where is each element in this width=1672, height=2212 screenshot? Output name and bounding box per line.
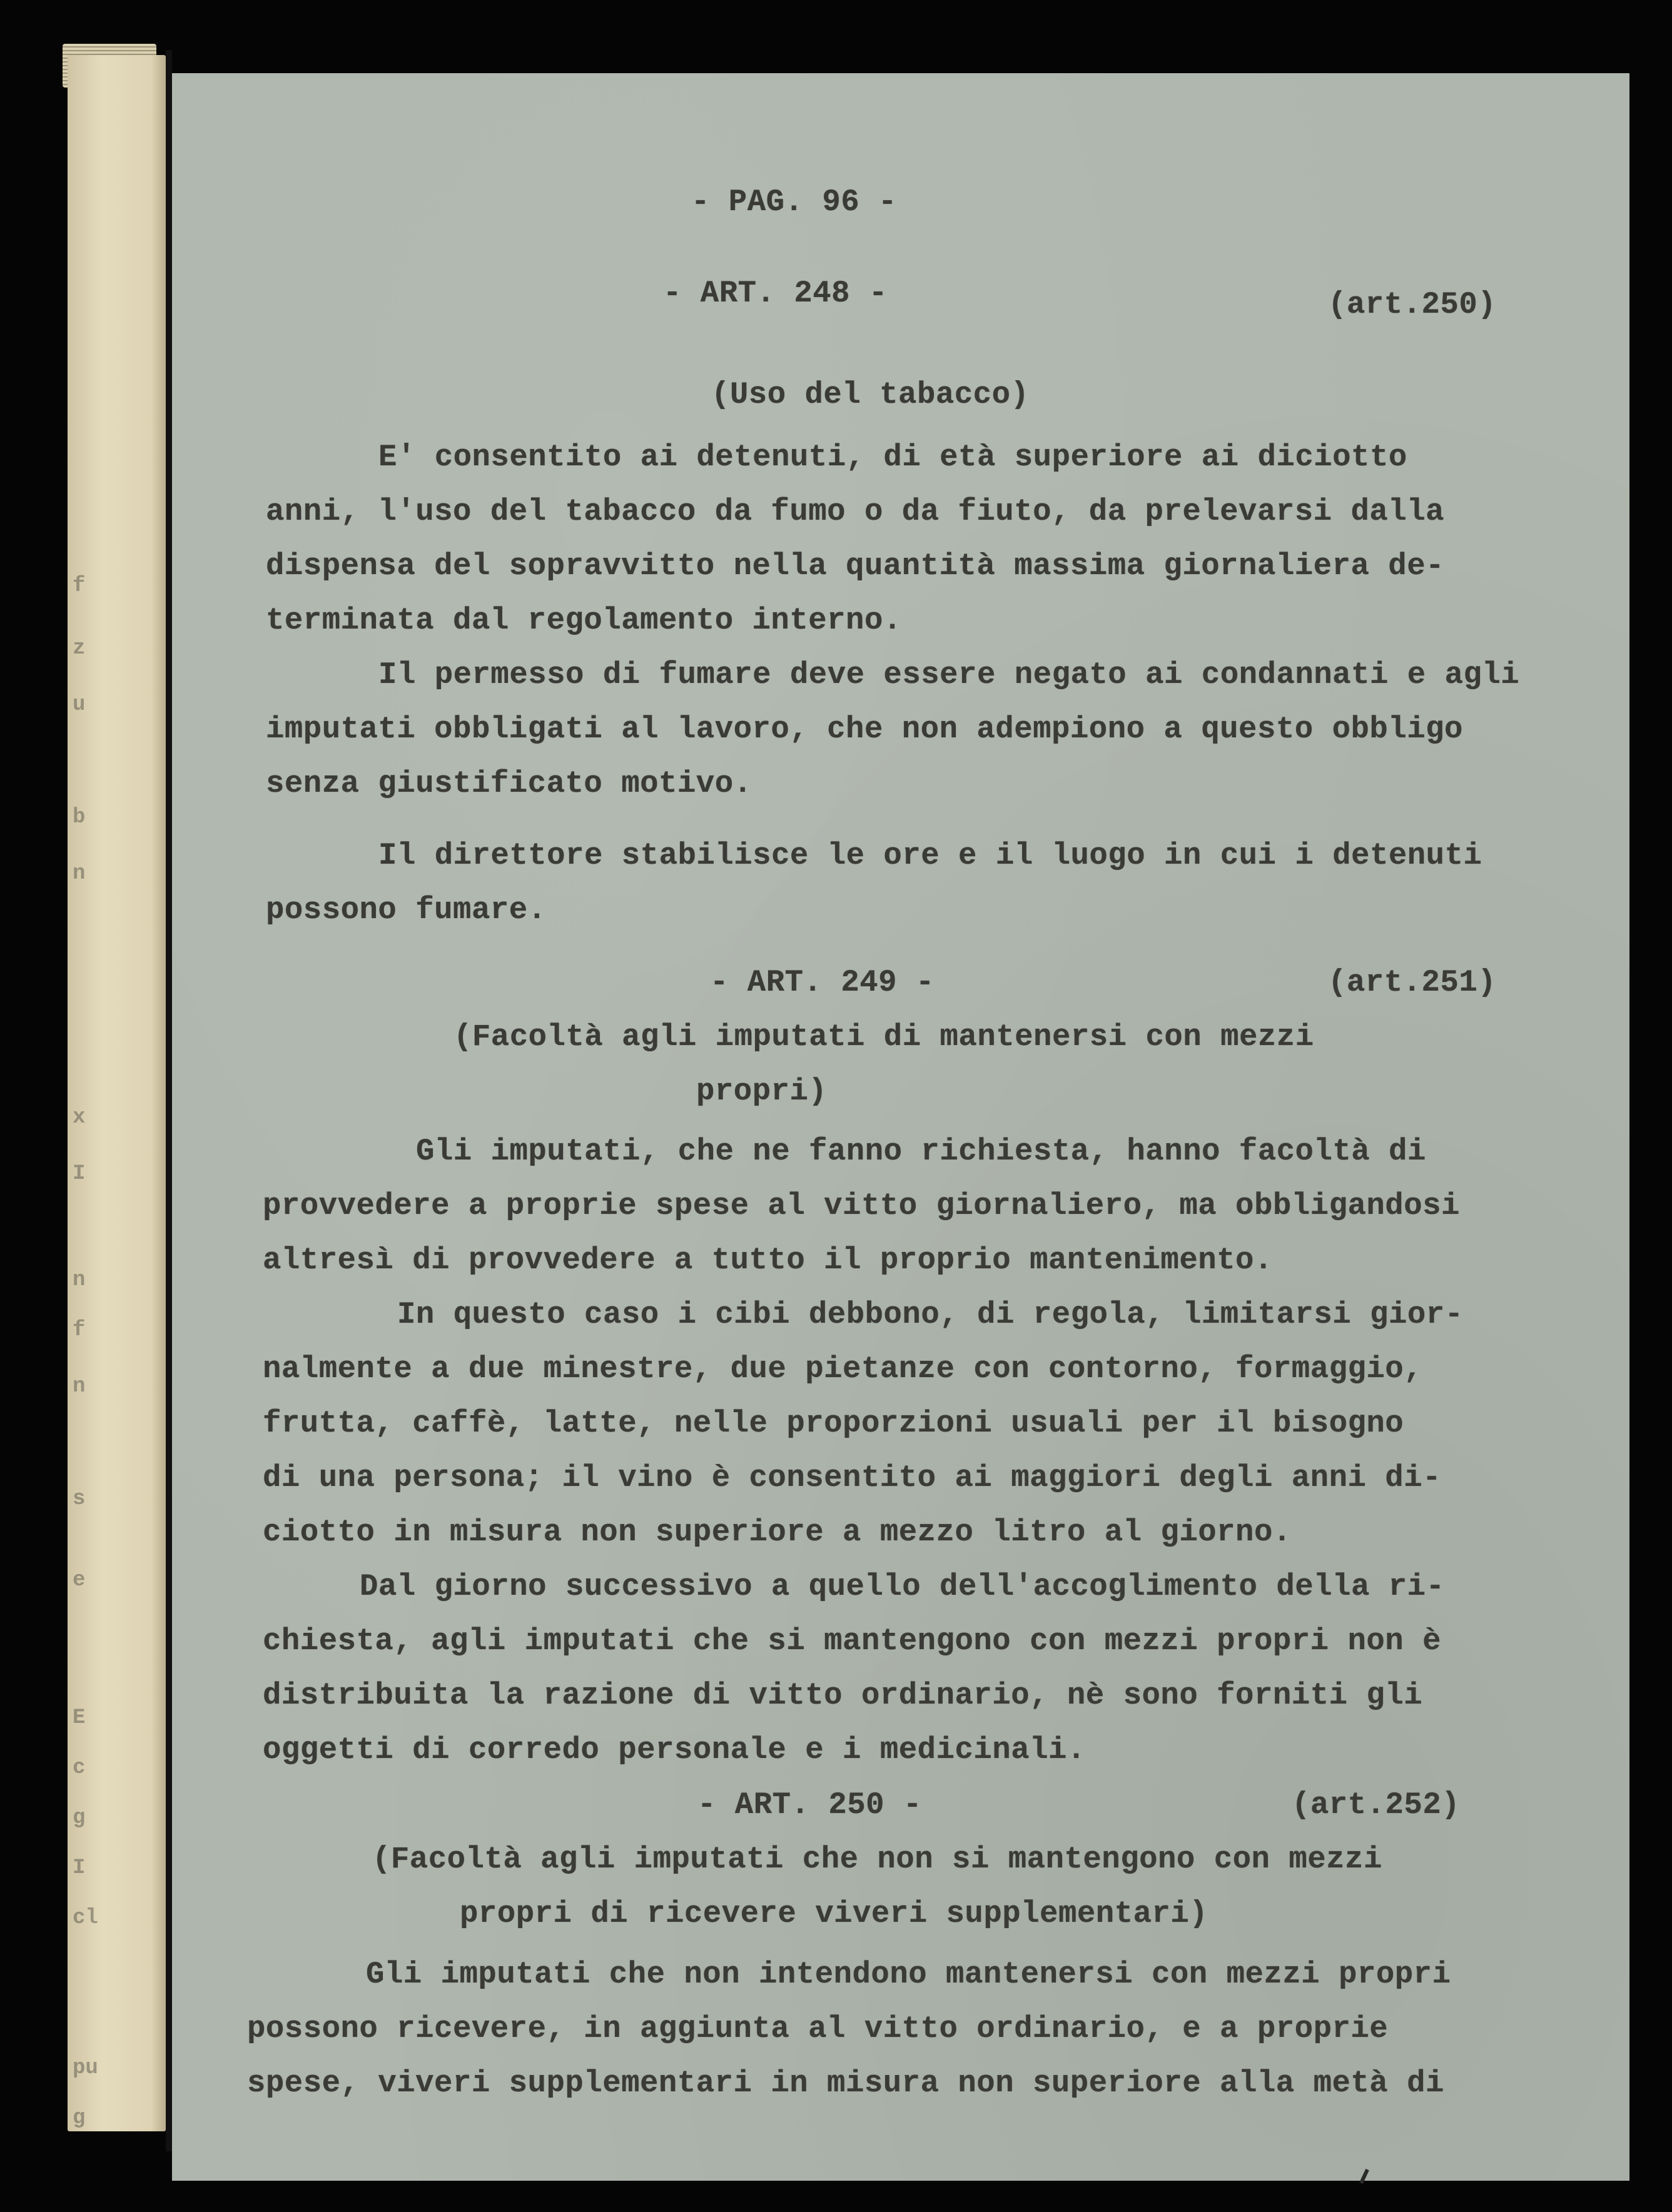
article-248-ref: (art.250) xyxy=(1328,287,1497,322)
article-248-body-line: imputati obbligati al lavoro, che non adempiono a questo obbligo xyxy=(266,712,1463,747)
page-header: - PAG. 96 - xyxy=(691,184,897,220)
article-249-body-line: distribuita la razione di vitto ordinario, nè sono forniti gli xyxy=(263,1678,1423,1713)
article-250-body-line: Gli imputati che non intendono mantenersi con mezzi propri xyxy=(366,1957,1451,1992)
previous-page-glyphs xyxy=(68,55,166,2131)
article-249-body-line: Gli imputati, che ne fanno richiesta, hanno facoltà di xyxy=(416,1134,1426,1169)
previous-page-glyph: f xyxy=(73,574,86,598)
article-250-body-line: possono ricevere, in aggiunta al vitto ordinario, e a proprie xyxy=(247,2011,1389,2046)
article-249-body-line: oggetti di corredo personale e i medicinali. xyxy=(263,1732,1086,1767)
article-248-body-line: dispensa del sopravvitto nella quantità massima giornaliera de- xyxy=(266,548,1445,583)
article-249-body-line: chiesta, agli imputati che si mantengono con mezzi propri non è xyxy=(263,1624,1442,1659)
document-page xyxy=(172,73,1629,2181)
article-249-title: (Facoltà agli imputati di mantenersi con mezzi xyxy=(453,1019,1314,1054)
previous-page-glyph: pu xyxy=(73,2056,98,2080)
previous-page-glyph: n xyxy=(73,1375,86,1398)
article-250-title: propri di ricevere viveri supplementari) xyxy=(460,1896,1208,1931)
article-248-body-line: Il direttore stabilisce le ore e il luogo in cui i detenuti xyxy=(378,838,1482,873)
previous-page-glyph: s xyxy=(73,1487,86,1511)
article-248-number: - ART. 248 - xyxy=(663,276,888,311)
article-248-body-line: E' consentito ai detenuti, di età superiore ai diciotto xyxy=(378,440,1407,475)
article-250-ref: (art.252) xyxy=(1292,1787,1461,1822)
previous-page-glyph: n xyxy=(73,862,86,886)
page-text xyxy=(172,73,1629,2101)
article-249-body-line: altresì di provvedere a tutto il proprio mantenimento. xyxy=(263,1243,1273,1278)
previous-page-glyph: x xyxy=(73,1106,86,1129)
article-249-body-line: Dal giorno successivo a quello dell'accoglimento della ri- xyxy=(360,1569,1445,1604)
previous-page-glyph: g xyxy=(73,2106,86,2130)
previous-page-glyph: b xyxy=(73,806,86,829)
article-250-body-line: spese, viveri supplementari in misura non superiore alla metà di xyxy=(247,2066,1444,2101)
article-249-body-line: ciotto in misura non superiore a mezzo litro al giorno. xyxy=(263,1515,1292,1550)
article-249-body-line: In questo caso i cibi debbono, di regola, limitarsi gior- xyxy=(397,1297,1464,1332)
article-249-title: propri) xyxy=(696,1074,828,1109)
previous-page-glyph: g xyxy=(73,1806,86,1830)
article-249-body-line: provvedere a proprie spese al vitto giornaliero, ma obbligandosi xyxy=(263,1188,1460,1223)
article-248-title: (Uso del tabacco) xyxy=(711,377,1030,412)
article-248-body-line: terminata dal regolamento interno. xyxy=(266,603,902,638)
article-248-body-line: senza giustificato motivo. xyxy=(266,766,752,801)
article-248-body-line: Il permesso di fumare deve essere negato ai condannati e agli xyxy=(378,657,1520,692)
article-249-number: - ART. 249 - xyxy=(710,965,935,1000)
previous-page-glyph: I xyxy=(73,1856,86,1880)
article-250-title: (Facoltà agli imputati che non si mantengono con mezzi xyxy=(372,1842,1382,1877)
previous-page-glyph: f xyxy=(73,1318,86,1342)
article-249-ref: (art.251) xyxy=(1328,965,1497,1000)
article-249-body-line: frutta, caffè, latte, nelle proporzioni usuali per il bisogno xyxy=(263,1406,1404,1441)
previous-page-glyph: E xyxy=(73,1706,86,1730)
previous-page-glyph: e xyxy=(73,1568,86,1592)
binding-gap xyxy=(166,50,172,2151)
previous-page-glyph: I xyxy=(73,1162,86,1186)
previous-page-glyph: u xyxy=(73,693,86,717)
previous-page-glyph: c xyxy=(73,1756,86,1780)
article-250-number: - ART. 250 - xyxy=(697,1787,922,1822)
article-249-body-line: di una persona; il vino è consentito ai maggiori degli anni di- xyxy=(263,1460,1442,1495)
previous-page-glyph: z xyxy=(73,637,86,660)
previous-page-glyph: n xyxy=(73,1268,86,1292)
article-248-body-line: anni, l'uso del tabacco da fumo o da fiuto, da prelevarsi dalla xyxy=(266,494,1445,529)
article-249-body-line: nalmente a due minestre, due pietanze con contorno, formaggio, xyxy=(263,1351,1423,1386)
previous-page-edge xyxy=(68,55,166,2131)
previous-page-glyph: cl xyxy=(73,1906,98,1930)
article-248-body-line: possono fumare. xyxy=(266,892,547,927)
